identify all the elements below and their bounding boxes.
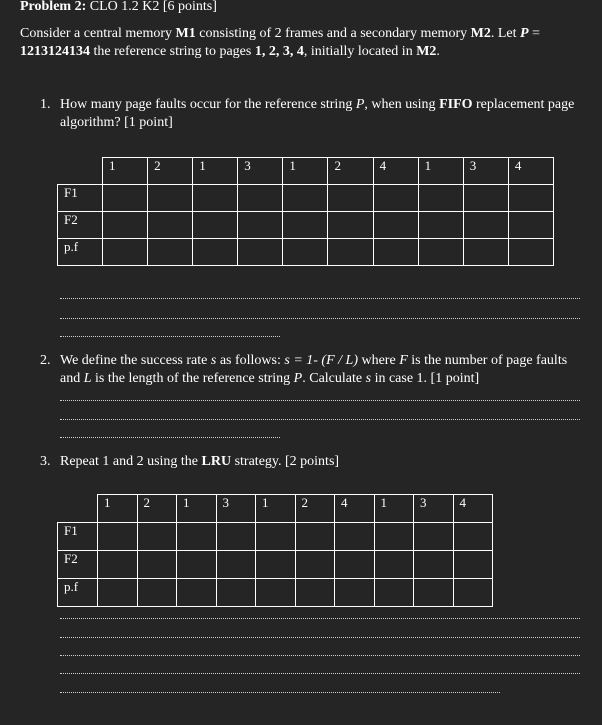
fifo-header-cell: 4 bbox=[373, 158, 418, 185]
fifo-answer-cell[interactable] bbox=[283, 212, 328, 239]
answer-line[interactable] bbox=[60, 298, 580, 299]
fifo-answer-cell[interactable] bbox=[463, 212, 508, 239]
q3-text-1: Repeat 1 and 2 using the bbox=[60, 454, 202, 469]
fifo-answer-cell[interactable] bbox=[328, 239, 373, 266]
lru-header-cell: 4 bbox=[453, 495, 493, 523]
fifo-answer-cell[interactable] bbox=[193, 239, 238, 266]
fifo-answer-cell[interactable] bbox=[148, 185, 193, 212]
answer-line[interactable] bbox=[60, 692, 500, 693]
q2-text-7: in case 1. [1 point] bbox=[371, 371, 480, 387]
question-1-text bbox=[60, 96, 585, 132]
question-3-text bbox=[60, 453, 585, 471]
fifo-row-f2 bbox=[58, 212, 554, 239]
fifo-header-cell: 2 bbox=[148, 158, 193, 185]
lru-row-f2 bbox=[58, 551, 493, 579]
fifo-answer-cell[interactable] bbox=[103, 239, 148, 266]
fifo-row-f1 bbox=[58, 185, 554, 212]
question-3-number: 3. bbox=[40, 454, 51, 469]
fifo-answer-cell[interactable] bbox=[328, 212, 373, 239]
fifo-answer-cell[interactable] bbox=[103, 212, 148, 239]
answer-line[interactable] bbox=[60, 437, 280, 438]
lru-header-cell: 2 bbox=[295, 495, 335, 523]
q3-algo: LRU bbox=[201, 454, 232, 469]
intro-m2-b: M2 bbox=[416, 44, 437, 60]
intro-text-4: the reference string to pages bbox=[90, 44, 255, 60]
q1-algo: FIFO bbox=[439, 97, 473, 112]
fifo-answer-cell[interactable] bbox=[283, 185, 328, 212]
lru-answer-cell[interactable] bbox=[414, 551, 454, 579]
lru-answer-cell[interactable] bbox=[98, 523, 138, 551]
fifo-answer-cell[interactable] bbox=[238, 212, 283, 239]
lru-answer-cell[interactable] bbox=[453, 579, 493, 607]
lru-answer-cell[interactable] bbox=[256, 579, 296, 607]
lru-answer-cell[interactable] bbox=[414, 579, 454, 607]
lru-answer-cell[interactable] bbox=[453, 551, 493, 579]
fifo-row-label: F2 bbox=[58, 212, 103, 239]
lru-answer-cell[interactable] bbox=[295, 579, 335, 607]
fifo-answer-cell[interactable] bbox=[418, 212, 463, 239]
problem-details: CLO 1.2 K2 [6 points] bbox=[89, 0, 217, 14]
fifo-header-cell: 1 bbox=[418, 158, 463, 185]
q2-text-3: where bbox=[357, 353, 400, 368]
answer-line[interactable] bbox=[60, 673, 580, 674]
q2-s: s bbox=[210, 353, 217, 368]
q2-formula: s = 1- (F / L) bbox=[284, 353, 358, 368]
lru-answer-cell[interactable] bbox=[98, 551, 138, 579]
lru-header-cell: 3 bbox=[216, 495, 256, 523]
lru-answer-cell[interactable] bbox=[374, 579, 414, 607]
answer-line[interactable] bbox=[60, 419, 580, 420]
fifo-answer-cell[interactable] bbox=[328, 185, 373, 212]
lru-answer-cell[interactable] bbox=[414, 523, 454, 551]
lru-answer-cell[interactable] bbox=[216, 579, 256, 607]
problem-label: Problem 2: bbox=[20, 0, 87, 14]
lru-row-label: F2 bbox=[58, 551, 98, 579]
q2-l: L bbox=[83, 371, 92, 387]
fifo-answer-cell[interactable] bbox=[508, 212, 553, 239]
intro-m1: M1 bbox=[175, 26, 196, 41]
lru-answer-cell[interactable] bbox=[453, 523, 493, 551]
q1-text-3: replacement page algorithm? [1 point] bbox=[60, 97, 575, 131]
intro-text-1: Consider a central memory bbox=[20, 26, 176, 41]
lru-row-label: p.f bbox=[58, 579, 98, 607]
fifo-header-cell: 2 bbox=[328, 158, 373, 185]
lru-header-cell: 1 bbox=[256, 495, 296, 523]
q1-text-1: How many page faults occur for the reference string bbox=[60, 97, 356, 112]
fifo-answer-cell[interactable] bbox=[508, 185, 553, 212]
q2-p: P bbox=[293, 371, 303, 387]
fifo-answer-cell[interactable] bbox=[193, 212, 238, 239]
lru-header-row bbox=[58, 495, 493, 523]
fifo-answer-cell[interactable] bbox=[373, 212, 418, 239]
question-2-text bbox=[60, 352, 585, 388]
answer-line[interactable] bbox=[60, 336, 280, 337]
fifo-answer-cell[interactable] bbox=[463, 185, 508, 212]
fifo-header-cell: 4 bbox=[508, 158, 553, 185]
fifo-answer-cell[interactable] bbox=[418, 185, 463, 212]
fifo-row-pf bbox=[58, 239, 554, 266]
fifo-header-row bbox=[58, 158, 554, 185]
intro-text-6: . bbox=[436, 44, 440, 60]
lru-table bbox=[57, 494, 493, 607]
q3-text-2: strategy. [2 points] bbox=[231, 454, 340, 469]
lru-answer-cell[interactable] bbox=[177, 551, 217, 579]
lru-header-cell: 1 bbox=[177, 495, 217, 523]
lru-answer-cell[interactable] bbox=[137, 551, 177, 579]
fifo-row-label: F1 bbox=[58, 185, 103, 212]
intro-p: P bbox=[519, 26, 529, 41]
lru-answer-cell[interactable] bbox=[374, 523, 414, 551]
fifo-header-cell: 3 bbox=[463, 158, 508, 185]
q2-text-2: as follows: bbox=[216, 353, 285, 368]
lru-answer-cell[interactable] bbox=[177, 523, 217, 551]
intro-text-5: , initially located in bbox=[303, 44, 417, 60]
q1-p: P bbox=[355, 97, 365, 112]
lru-header-cell: 2 bbox=[137, 495, 177, 523]
lru-corner-cell bbox=[58, 495, 98, 523]
q2-text-5: is the length of the reference string bbox=[91, 371, 294, 387]
lru-header-cell: 1 bbox=[374, 495, 414, 523]
fifo-row-label: p.f bbox=[58, 239, 103, 266]
answer-line[interactable] bbox=[60, 618, 580, 619]
problem-header bbox=[20, 0, 217, 16]
intro-eq: = bbox=[528, 26, 540, 41]
q2-text-1: We define the success rate bbox=[60, 353, 211, 368]
lru-answer-cell[interactable] bbox=[177, 579, 217, 607]
lru-answer-cell[interactable] bbox=[295, 551, 335, 579]
intro-text-3: . Let bbox=[490, 26, 520, 41]
intro-pages: 1, 2, 3, 4 bbox=[254, 44, 304, 60]
lru-answer-cell[interactable] bbox=[216, 523, 256, 551]
lru-row-label: F1 bbox=[58, 523, 98, 551]
fifo-header-cell: 1 bbox=[103, 158, 148, 185]
fifo-answer-cell[interactable] bbox=[193, 185, 238, 212]
lru-answer-cell[interactable] bbox=[256, 523, 296, 551]
fifo-header-cell: 1 bbox=[283, 158, 328, 185]
lru-row-pf bbox=[58, 579, 493, 607]
answer-line[interactable] bbox=[60, 400, 580, 401]
lru-answer-cell[interactable] bbox=[216, 551, 256, 579]
question-1-number: 1. bbox=[40, 97, 51, 112]
lru-answer-cell[interactable] bbox=[98, 579, 138, 607]
question-2-number: 2. bbox=[40, 353, 51, 368]
lru-header-cell: 4 bbox=[335, 495, 375, 523]
lru-row-f1 bbox=[58, 523, 493, 551]
lru-answer-cell[interactable] bbox=[335, 551, 375, 579]
lru-answer-cell[interactable] bbox=[295, 523, 335, 551]
fifo-answer-cell[interactable] bbox=[508, 239, 553, 266]
answer-line[interactable] bbox=[60, 655, 580, 656]
q1-text-2: , when using bbox=[364, 97, 440, 112]
fifo-answer-cell[interactable] bbox=[463, 239, 508, 266]
fifo-header-cell: 1 bbox=[193, 158, 238, 185]
q2-text-4: is the number of page faults and bbox=[60, 353, 568, 387]
q2-s-2: s bbox=[365, 371, 372, 387]
fifo-answer-cell[interactable] bbox=[373, 239, 418, 266]
fifo-answer-cell[interactable] bbox=[148, 239, 193, 266]
lru-answer-cell[interactable] bbox=[256, 551, 296, 579]
intro-reference-string: 1213124134 bbox=[20, 44, 90, 60]
fifo-answer-cell[interactable] bbox=[238, 239, 283, 266]
fifo-answer-cell[interactable] bbox=[373, 185, 418, 212]
lru-answer-cell[interactable] bbox=[335, 523, 375, 551]
fifo-table bbox=[57, 157, 554, 266]
fifo-answer-cell[interactable] bbox=[103, 185, 148, 212]
fifo-header-cell: 3 bbox=[238, 158, 283, 185]
lru-answer-cell[interactable] bbox=[137, 579, 177, 607]
answer-line[interactable] bbox=[60, 637, 580, 638]
fifo-answer-cell[interactable] bbox=[148, 212, 193, 239]
q2-text-6: . Calculate bbox=[302, 371, 366, 387]
fifo-answer-cell[interactable] bbox=[283, 239, 328, 266]
fifo-answer-cell[interactable] bbox=[418, 239, 463, 266]
lru-header-cell: 3 bbox=[414, 495, 454, 523]
fifo-answer-cell[interactable] bbox=[238, 185, 283, 212]
lru-answer-cell[interactable] bbox=[374, 551, 414, 579]
lru-answer-cell[interactable] bbox=[137, 523, 177, 551]
intro-text-2: consisting of 2 frames and a secondary memory bbox=[195, 26, 471, 41]
q2-f: F bbox=[399, 353, 408, 368]
intro-m2: M2 bbox=[470, 26, 491, 41]
answer-line[interactable] bbox=[60, 318, 580, 319]
problem-intro bbox=[20, 25, 590, 61]
lru-header-cell: 1 bbox=[98, 495, 138, 523]
fifo-corner-cell bbox=[58, 158, 103, 185]
lru-answer-cell[interactable] bbox=[335, 579, 375, 607]
